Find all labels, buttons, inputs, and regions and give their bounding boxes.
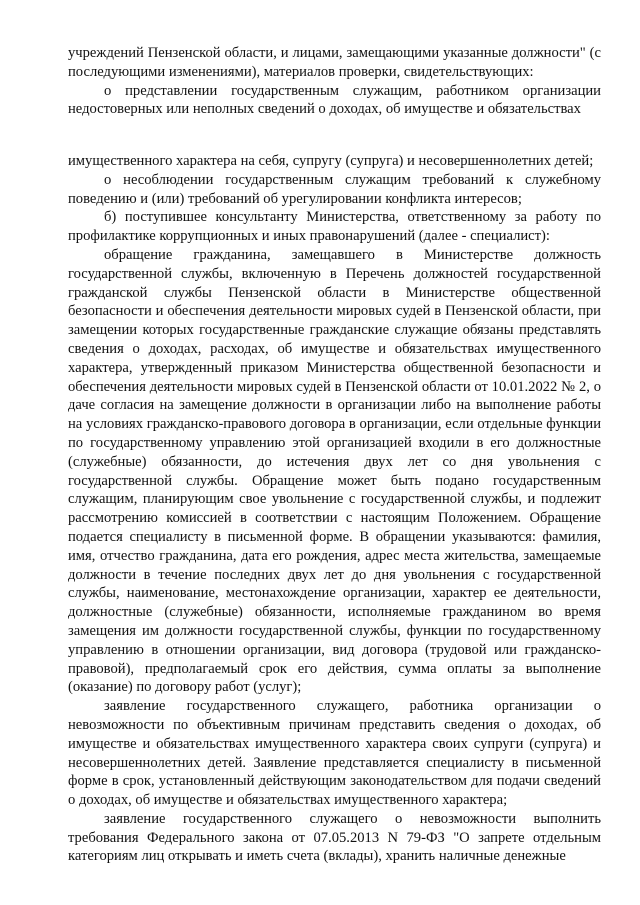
text-block-main xyxy=(68,152,601,866)
paragraph: заявление государственного служащего о невозможности выполнить требования Федерального закона от 07.05.2013 N 79-ФЗ "О запрете отдельным категориям лиц открывать и иметь счета (вклады), хранить наличные денежные xyxy=(68,810,601,865)
paragraph: о несоблюдении государственным служащим требований к служебному поведению и (или) требований об урегулировании конфликта интересов; xyxy=(68,171,601,207)
paragraph: учреждений Пензенской области, и лицами, замещающими указанные должности" (с последующими изменениями), материалов проверки, свидетельствующих: xyxy=(68,45,601,80)
text-block-top xyxy=(68,44,601,119)
paragraph: имущественного характера на себя, супругу (супруга) и несовершеннолетних детей; xyxy=(68,153,594,169)
paragraph: о представлении государственным служащим, работником организации недостоверных или неполных сведений о доходах, об имуществе и обязательствах xyxy=(68,82,601,118)
paragraph: обращение гражданина, замещавшего в Министерстве должность государственной службы, включенную в Перечень должностей государственной гражданской службы Пензенской области в Министерстве общественной безопасности и обеспечения деятельности мировых судей в Пензенской области, при замещении которых государственные гражданские служащие обязаны представлять сведения о доходах, расходах, об имуществе и обязательствах имущественного характера, утвержденный приказом Министерства общественной безопасности и обеспечения деятельности мировых судей в Пензенской области от 10.01.2022 № 2, о даче согласия на замещение должности в организации либо на выполнение работы на условиях гражданско-правового договора в организации, если отдельные функции по государственному управлению этой организацией входили в его должностные (служебные) обязанности, до истечения двух лет со дня увольнения с государственной службы. Обращение может быть подано государственным служащим, планирующим свое увольнение с государственной службы, и подлежит рассмотрению комиссией в соответствии с настоящим Положением. Обращение подается специалисту в письменной форме. В обращении указываются: фамилия, имя, отчество гражданина, дата его рождения, адрес места жительства, замещаемые должности в течение последних двух лет до дня увольнения с государственной службы, наименование, местонахождение организации, характер ее деятельности, должностные (служебные) обязанности, исполняемые гражданином во время замещения им должности государственной службы, функции по государственному управлению в отношении организации, вид договора (трудовой или гражданско-правовой), предполагаемый срок его действия, сумма оплаты за выполнение (оказание) по договору работ (услуг); xyxy=(68,246,601,696)
paragraph: заявление государственного служащего, работника организации о невозможности по объективным причинам представить сведения о доходах, об имуществе и обязательствах имущественного характера своих супруги (супруга) и несовершеннолетних детей. Заявление представляется специалисту в письменной форме в срок, установленный действующим законодательством для подачи сведений о доходах, об имуществе и обязательствах имущественного характера; xyxy=(68,698,601,809)
paragraph: б) поступившее консультанту Министерства, ответственному за работу по профилактике коррупционных и иных правонарушений (далее - специалист): xyxy=(68,209,601,245)
